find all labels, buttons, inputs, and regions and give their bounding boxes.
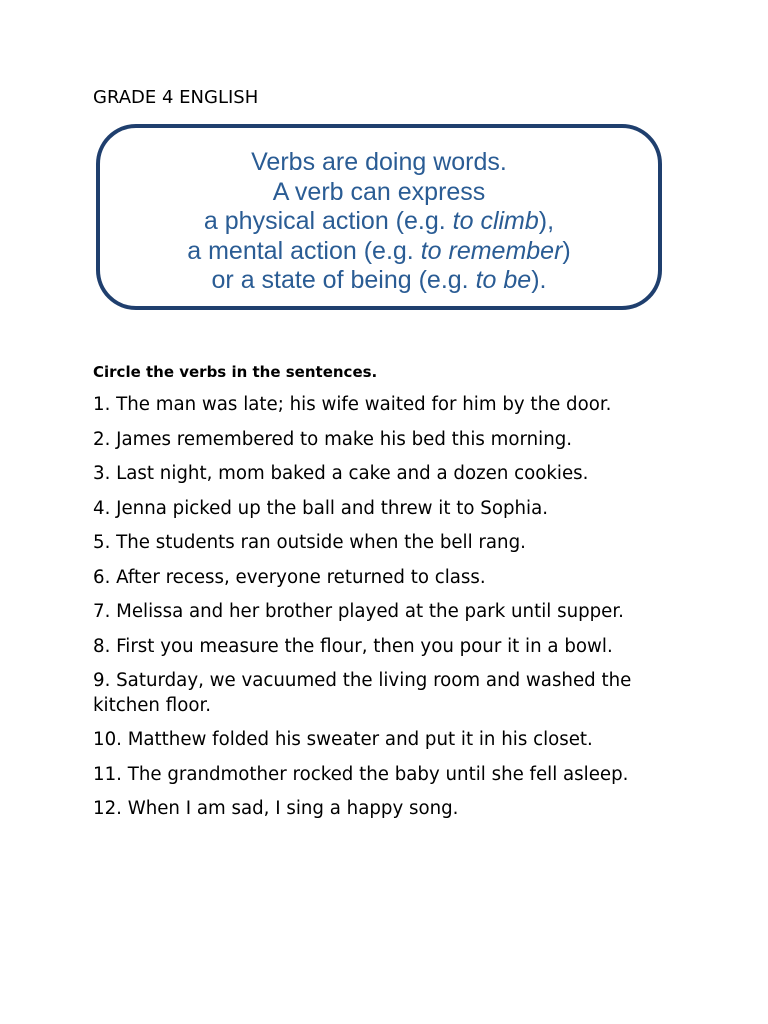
sentence-10: 10. Matthew folded his sweater and put it in his closet. <box>93 729 593 750</box>
sentence-5: 5. The students ran outside when the bell rang. <box>93 532 526 553</box>
definition-line-3-post: ), <box>538 207 555 235</box>
definition-line-4 <box>100 237 658 267</box>
verb-definition-text <box>100 148 658 296</box>
definition-line-2: A verb can express <box>272 177 486 206</box>
sentence-2: 2. James remembered to make his bed this morning. <box>93 428 573 450</box>
sentence-list <box>93 393 678 832</box>
sentence-6: 6. After recess, everyone returned to class. <box>93 566 486 588</box>
definition-line-4-pre: a mental action (e.g. <box>187 236 421 265</box>
definition-line-3 <box>100 207 658 237</box>
definition-line-5-pre: or a state of being (e.g. <box>211 266 476 294</box>
exercise-instruction: Circle the verbs in the sentences. <box>93 363 378 381</box>
sentence-3: 3. Last night, mom baked a cake and a dozen cookies. <box>93 463 589 484</box>
definition-line-4-post: ) <box>562 236 571 265</box>
sentence-9: 9. Saturday, we vacuumed the living room and washed the kitchen floor. <box>93 670 632 716</box>
definition-line-1: Verbs are doing words. <box>251 148 507 176</box>
example-to-remember: to remember <box>420 236 563 265</box>
sentence-12: 12. When I am sad, I sing a happy song. <box>93 798 459 819</box>
definition-line-3-pre: a physical action (e.g. <box>203 207 453 235</box>
definition-line-5 <box>100 266 658 296</box>
sentence-7: 7. Melissa and her brother played at the park until supper. <box>93 601 624 622</box>
definition-line-5-post: ). <box>531 266 547 294</box>
example-to-climb: to climb <box>452 207 539 235</box>
verb-definition-box <box>96 124 662 310</box>
sentence-11: 11. The grandmother rocked the baby until she fell asleep. <box>93 763 629 785</box>
example-to-be: to be <box>475 266 532 294</box>
sentence-1: 1. The man was late; his wife waited for him by the door. <box>93 394 612 415</box>
page-title: GRADE 4 ENGLISH <box>93 87 259 108</box>
sentence-8: 8. First you measure the flour, then you pour it in a bowl. <box>93 635 613 657</box>
sentence-4: 4. Jenna picked up the ball and threw it to Sophia. <box>93 497 549 519</box>
